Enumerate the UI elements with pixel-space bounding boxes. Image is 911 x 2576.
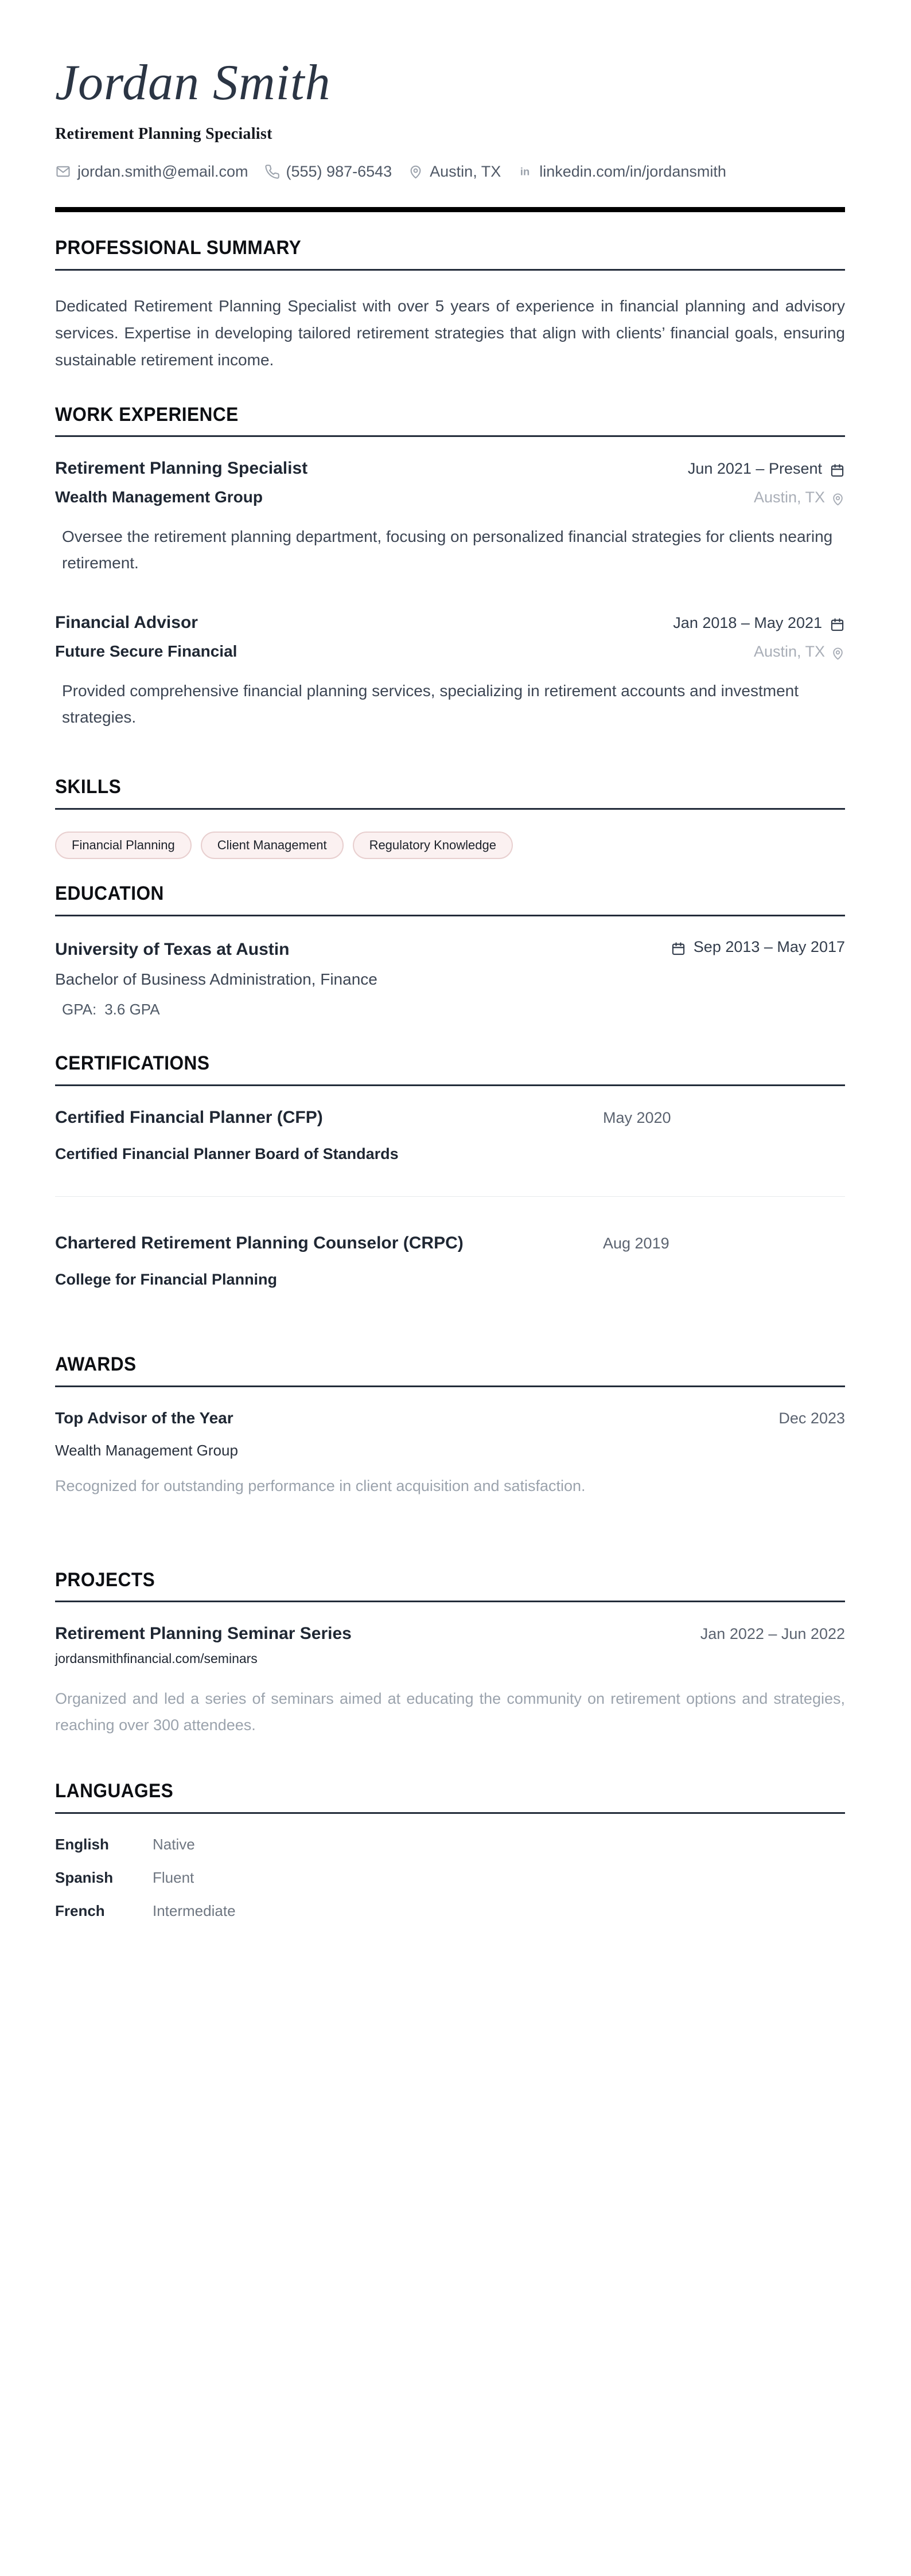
certification-date: May 2020 bbox=[603, 1109, 671, 1126]
award-organization: Wealth Management Group bbox=[55, 1441, 238, 1459]
header-divider bbox=[55, 207, 845, 212]
section-work-experience bbox=[55, 403, 845, 731]
gpa-label: GPA: bbox=[62, 1000, 97, 1018]
email-text: jordan.smith@email.com bbox=[77, 162, 248, 180]
project-dates: Jan 2022 – Jun 2022 bbox=[700, 1625, 845, 1643]
skill-tags bbox=[55, 832, 845, 859]
award-entry bbox=[55, 1409, 845, 1495]
map-pin-icon bbox=[408, 164, 423, 179]
project-title: Retirement Planning Seminar Series bbox=[55, 1624, 352, 1644]
resume-header bbox=[55, 57, 845, 212]
certification-entry bbox=[55, 1108, 845, 1163]
job-dates-text: Jan 2018 – May 2021 bbox=[673, 614, 822, 632]
location-contact bbox=[408, 163, 501, 181]
summary-text: Dedicated Retirement Planning Specialist with over 5 years of experience in financial planning and advisory services. Expertise in developing tailored retirement strategies that align with clients’ financial goals, ensuring sustainable retirement income. bbox=[55, 296, 845, 369]
section-rule bbox=[55, 1084, 845, 1086]
languages-heading: LANGUAGES bbox=[55, 1780, 174, 1802]
certification-name: Chartered Retirement Planning Counselor (CRPC) bbox=[55, 1233, 464, 1252]
education-dates-text: Sep 2013 – May 2017 bbox=[693, 938, 845, 955]
certifications-heading: CERTIFICATIONS bbox=[55, 1052, 210, 1074]
linkedin-icon bbox=[517, 163, 533, 179]
job-title: Retirement Planning Specialist bbox=[55, 459, 308, 478]
summary-heading: PROFESSIONAL SUMMARY bbox=[55, 236, 302, 259]
calendar-icon bbox=[830, 615, 845, 631]
project-entry bbox=[55, 1624, 845, 1738]
projects-heading: PROJECTS bbox=[55, 1568, 155, 1591]
section-education bbox=[55, 882, 845, 1018]
language-row bbox=[55, 1902, 845, 1920]
language-name: Spanish bbox=[55, 1869, 114, 1887]
education-dates bbox=[671, 938, 845, 956]
certification-date: Aug 2019 bbox=[603, 1234, 669, 1252]
section-rule bbox=[55, 915, 845, 916]
company-name: Wealth Management Group bbox=[55, 488, 263, 506]
language-name: English bbox=[55, 1836, 109, 1853]
contact-row bbox=[55, 163, 845, 181]
awards-heading: AWARDS bbox=[55, 1353, 137, 1375]
linkedin-text: linkedin.com/in/jordansmith bbox=[539, 162, 726, 180]
skills-heading: SKILLS bbox=[55, 776, 122, 798]
section-professional-summary bbox=[55, 236, 845, 373]
language-level: Native bbox=[153, 1836, 195, 1853]
section-rule bbox=[55, 1601, 845, 1602]
linkedin-contact[interactable] bbox=[517, 163, 726, 181]
job-entry bbox=[55, 459, 845, 576]
language-level: Intermediate bbox=[153, 1902, 236, 1920]
section-rule bbox=[55, 1812, 845, 1814]
location-text: Austin, TX bbox=[430, 162, 501, 180]
phone-text: (555) 987-6543 bbox=[286, 162, 392, 180]
language-level: Fluent bbox=[153, 1869, 194, 1887]
education-heading: EDUCATION bbox=[55, 883, 164, 905]
skill-tag: Financial Planning bbox=[55, 832, 192, 859]
person-name: Jordan Smith bbox=[55, 55, 331, 111]
certification-issuer: Certified Financial Planner Board of Standards bbox=[55, 1145, 399, 1162]
certification-entry bbox=[55, 1234, 845, 1289]
section-skills bbox=[55, 775, 845, 859]
section-languages bbox=[55, 1779, 845, 1920]
section-rule bbox=[55, 435, 845, 437]
skill-tag: Regulatory Knowledge bbox=[353, 832, 513, 859]
section-projects bbox=[55, 1568, 845, 1739]
award-title: Top Advisor of the Year bbox=[55, 1408, 233, 1427]
job-description: Provided comprehensive financial planning services, specializing in retirement accounts and investment strategies. bbox=[62, 682, 799, 727]
map-pin-icon bbox=[831, 490, 845, 505]
phone-contact[interactable] bbox=[264, 163, 392, 181]
mail-icon bbox=[55, 163, 71, 179]
project-link[interactable]: jordansmithfinancial.com/seminars bbox=[55, 1651, 258, 1666]
skill-tag: Client Management bbox=[201, 832, 344, 859]
language-row bbox=[55, 1869, 845, 1887]
map-pin-icon bbox=[831, 645, 845, 659]
email-contact[interactable] bbox=[55, 163, 248, 181]
job-location bbox=[754, 643, 845, 661]
project-description: Organized and led a series of seminars aimed at educating the community on retirement options and strategies, reaching over 300 attendees. bbox=[55, 1690, 845, 1734]
award-description: Recognized for outstanding performance in client acquisition and satisfaction. bbox=[55, 1477, 586, 1494]
certification-issuer: College for Financial Planning bbox=[55, 1270, 278, 1288]
job-location-text: Austin, TX bbox=[753, 643, 825, 661]
svg-text:in: in bbox=[520, 165, 530, 178]
job-dates-text: Jun 2021 – Present bbox=[687, 460, 822, 478]
section-rule bbox=[55, 1385, 845, 1387]
calendar-icon bbox=[830, 461, 845, 477]
gpa-value: 3.6 GPA bbox=[104, 1000, 160, 1018]
job-dates bbox=[673, 614, 845, 632]
section-rule bbox=[55, 269, 845, 271]
certification-name: Certified Financial Planner (CFP) bbox=[55, 1107, 323, 1127]
section-awards bbox=[55, 1353, 845, 1495]
company-name: Future Secure Financial bbox=[55, 642, 238, 661]
calendar-icon bbox=[671, 939, 686, 955]
job-dates bbox=[688, 460, 845, 478]
person-job-title: Retirement Planning Specialist bbox=[55, 124, 272, 143]
gpa-row bbox=[55, 1001, 845, 1018]
certification-divider bbox=[55, 1196, 845, 1197]
award-date: Dec 2023 bbox=[778, 1409, 845, 1427]
job-location-text: Austin, TX bbox=[753, 489, 825, 506]
language-row bbox=[55, 1836, 845, 1853]
experience-heading: WORK EXPERIENCE bbox=[55, 403, 239, 426]
job-title: Financial Advisor bbox=[55, 613, 198, 633]
job-location bbox=[754, 489, 845, 506]
job-description: Oversee the retirement planning department, focusing on personalized financial strategies for clients nearing retirement. bbox=[62, 528, 833, 572]
degree: Bachelor of Business Administration, Finance bbox=[55, 970, 377, 988]
language-name: French bbox=[55, 1902, 105, 1920]
school-name: University of Texas at Austin bbox=[55, 939, 290, 959]
phone-icon bbox=[264, 164, 280, 179]
section-rule bbox=[55, 808, 845, 810]
job-entry bbox=[55, 613, 845, 731]
section-certifications bbox=[55, 1052, 845, 1289]
